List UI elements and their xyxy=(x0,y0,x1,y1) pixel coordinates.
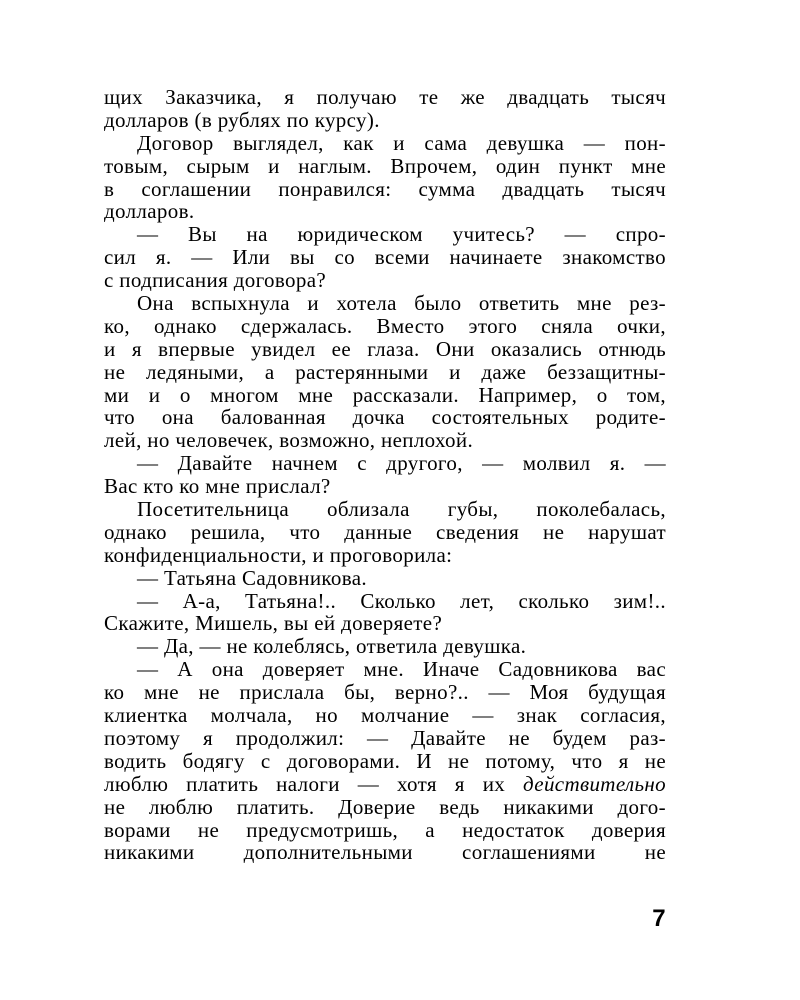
text-line xyxy=(104,292,666,315)
text-line-content: однако решила, что данные сведения не нарушат xyxy=(104,519,666,544)
text-line xyxy=(104,315,666,338)
text-line xyxy=(104,406,666,429)
text-line-content: люблю платить налоги — хотя я их xyxy=(104,771,524,796)
text-line-content: — А-а, Татьяна!.. Сколько лет, сколько зим!.. xyxy=(137,588,666,613)
text-line xyxy=(104,269,666,292)
text-line-content: Договор выглядел, как и сама девушка — пон- xyxy=(137,130,666,155)
text-line-content: и я впервые увидел ее глаза. Они оказались отнюдь xyxy=(104,336,666,361)
text-line xyxy=(104,246,666,269)
text-line-content: долларов (в рублях по курсу). xyxy=(104,107,380,132)
text-line-content: не ледяными, а растерянными и даже беззащитны- xyxy=(104,359,666,384)
text-line xyxy=(104,635,666,658)
body-text xyxy=(104,86,666,864)
text-line-content: никакими дополнительными соглашениями не xyxy=(104,840,666,865)
text-line xyxy=(104,475,666,498)
text-line-content: Скажите, Мишель, вы ей доверяете? xyxy=(104,611,443,636)
text-line xyxy=(104,841,666,864)
text-line-content: в соглашении понравился: сумма двадцать тысяч xyxy=(104,176,666,201)
text-line-content: конфиденциальности, и проговорила: xyxy=(104,542,453,567)
text-line xyxy=(104,86,666,109)
text-line-content: клиентка молчала, но молчание — знак согласия, xyxy=(104,703,666,728)
text-line xyxy=(104,155,666,178)
text-line xyxy=(104,223,666,246)
italic-emphasis: действительно xyxy=(523,771,666,796)
text-line-content: ворами не предусмотришь, а недостаток доверия xyxy=(104,817,666,842)
text-line-content: — Татьяна Садовникова. xyxy=(137,565,368,590)
text-line xyxy=(104,704,666,727)
text-line xyxy=(104,727,666,750)
text-line xyxy=(104,773,666,796)
text-line xyxy=(104,658,666,681)
text-line-content: Она вспыхнула и хотела было ответить мне рез- xyxy=(137,291,666,316)
text-line xyxy=(104,200,666,223)
text-line-content: щих Заказчика, я получаю те же двадцать тысяч xyxy=(104,85,666,109)
text-line xyxy=(104,452,666,475)
text-line xyxy=(104,590,666,613)
text-line-content: лей, но человечек, возможно, неплохой. xyxy=(104,428,474,453)
text-line-content: долларов. xyxy=(104,199,195,224)
text-line-content: Вас кто ко мне прислал? xyxy=(104,474,331,499)
text-line xyxy=(104,132,666,155)
text-line xyxy=(104,498,666,521)
page-number: 7 xyxy=(652,905,666,932)
book-page xyxy=(104,86,666,986)
text-line-content: не люблю платить. Доверие ведь никакими дого- xyxy=(104,794,666,819)
text-line-content: что она балованная дочка состоятельных родите- xyxy=(104,405,666,430)
text-line-content: с подписания договора? xyxy=(104,268,327,293)
text-line-content: сил я. — Или вы со всеми начинаете знакомство xyxy=(104,245,666,270)
text-line-content: Посетительница облизала губы, поколебалась, xyxy=(137,497,666,522)
text-line-content: ко мне не прислала бы, верно?.. — Моя будущая xyxy=(104,680,666,705)
text-line-content: водить бодягу с договорами. И не потому, что я не xyxy=(104,748,666,773)
text-line xyxy=(104,681,666,704)
text-line xyxy=(104,338,666,361)
text-line-content: поэтому я продолжил: — Давайте не будем раз- xyxy=(104,725,666,750)
text-line xyxy=(104,429,666,452)
text-line xyxy=(104,612,666,635)
text-line-content: товым, сырым и наглым. Впрочем, один пункт мне xyxy=(104,153,666,178)
text-line xyxy=(104,796,666,819)
text-line xyxy=(104,521,666,544)
text-line xyxy=(104,567,666,590)
text-line-content: — Да, — не колеблясь, ответила девушка. xyxy=(137,634,527,659)
text-line xyxy=(104,109,666,132)
text-line xyxy=(104,361,666,384)
text-line-content: ми и о многом мне рассказали. Например, о том, xyxy=(104,382,666,407)
text-line-content: — А она доверяет мне. Иначе Садовникова вас xyxy=(137,657,666,682)
text-line xyxy=(104,544,666,567)
text-line xyxy=(104,178,666,201)
text-line xyxy=(104,384,666,407)
text-line xyxy=(104,750,666,773)
text-line-content: — Вы на юридическом учитесь? — спро- xyxy=(137,222,666,247)
text-line-content: — Давайте начнем с другого, — молвил я. — xyxy=(137,451,666,476)
text-line xyxy=(104,819,666,842)
text-line-content: ко, однако сдержалась. Вместо этого сняла очки, xyxy=(104,313,666,338)
